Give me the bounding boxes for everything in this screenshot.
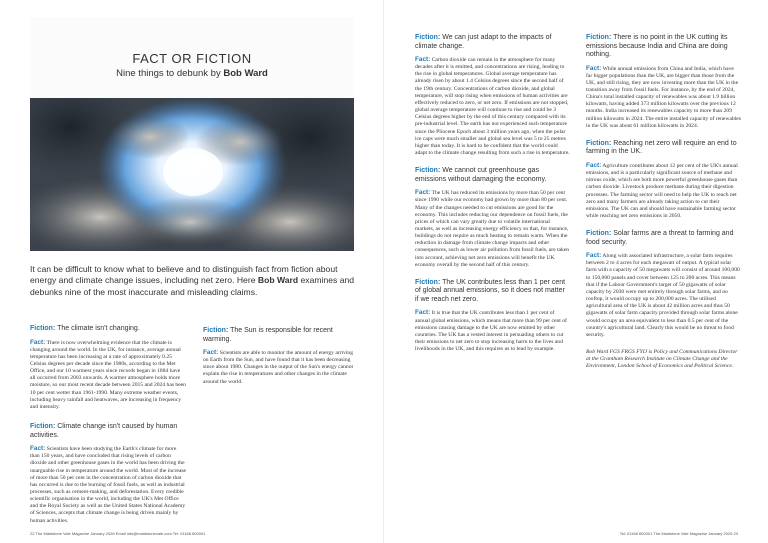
- article-title: FACT OR FICTION: [132, 51, 252, 66]
- fiction-heading-4: Fiction: We can just adapt to the impacts of climate change.: [415, 34, 552, 50]
- fiction-heading-3: Fiction: The Sun is responsible for recent warming.: [203, 327, 333, 343]
- fact-text-3: Fact: Scientists are able to monitor the amount of energy arriving on Earth from the Sun, and have found that it has been decreasing since about 1980. Changes in the output of the Sun's energy cannot explain the rise in temperatures and other changes in the climate around the world.: [203, 349, 354, 385]
- column-4: [586, 34, 741, 371]
- fiction-heading-7: Fiction: There is no point in the UK cutting its emissions because India and China are doing nothing.: [586, 34, 728, 58]
- fiction-heading-1: Fiction: The climate isn't changing.: [30, 325, 140, 332]
- fiction-heading-2: Fiction: Climate change isn't caused by human activities.: [30, 423, 178, 439]
- fact-text-7: Fact: While annual emissions from China and India, which have far bigger populations than the UK, are bigger than those from the UK, and still rising, they are now investing more than the UK in the transition away from fossil fuels. For instance, by the end of 2024, China's total installed capacity of renewables was about 1.9 billion kilowatts, having added 373 million kilowatts over the previous 12 months. India increased its renewables capacity to more than 209 million kilowatts in 2024. The entire installed capacity of renewables in the UK was about 61 million kilowatts in 2024.: [586, 64, 741, 129]
- fact-text-2a: Fact: Scientists have been studying the Earth's climate for more than 150 years, and have concluded that rising levels of carbon dioxide and other greenhouse gases in the world has been driving the unarguable rise in temperature around the world. Most of the increase of more than 50 per cent in the concentration of carbon dioxide that has occurred is due to the burning of fossil fuels, as well as industrial processes, such as cement-making, and deforestation. Every credible scientific organisation in the world, including the UK's Met Office and the Royal Society as well as the United States National Academy of Sciences, accepts that climate change is being driven mainly by human activities.: [30, 445, 187, 524]
- article-subtitle: Nine things to debunk by Bob Ward: [116, 68, 268, 79]
- fact-text-6: Fact: It is true that the UK contributes less than 1 per cent of annual global emissions, which means that more than 99 per cent of emissions causing damage to the UK are now emitted by other countries. The UK has a vested interest in persuading others to cut their emissions to net zero to stop increasing harm to the lives and livelihoods in the UK, and this requires us to lead by example.: [415, 309, 567, 353]
- author-name: Bob Ward: [223, 68, 268, 79]
- fact-text-1: Fact: There is now overwhelming evidence that the climate is changing around the world. In the UK, for instance, average annual temperature has been increasing at a rate of approximately 0.25 Celsius degrees per decade since the 1980s, according to the Met Office, and our 10 warmest years since records began in 1884 have all occurred from 2003 onwards. A warmer atmosphere holds more moisture, so our most recent decade between 2015 and 2024 has been 10 per cent wetter than 1961-1990. Many extreme weather events, including heavy rainfall and heatwaves, are increasing in frequency and intensity.: [30, 338, 186, 410]
- column-1: [30, 325, 187, 535]
- right-page: [384, 0, 768, 543]
- intro-paragraph: It can be difficult to know what to believe and to distinguish fact from fiction about energy and climate change issues, including net zero. Here Bob Ward examines and debunks nine of the most inaccurate and misleading claims.: [30, 264, 355, 297]
- fiction-heading-8: Fiction: Reaching net zero will require an end to farming in the UK.: [586, 139, 737, 156]
- footer-right: Tel: 01168 600001 The Maidstone Vale Magazine January 2026 23: [619, 531, 738, 536]
- fiction-heading-6: Fiction: The UK contributes less than 1 per cent of global annual emissions, so it does not matter if we reach net zero.: [415, 278, 566, 303]
- hero-image: [30, 17, 354, 251]
- intro-author: Bob Ward: [257, 275, 299, 286]
- fiction-heading-5: Fiction: We cannot cut greenhouse gas emissions without damaging the economy.: [415, 167, 547, 183]
- column-2: [203, 325, 358, 396]
- author-byline: Bob Ward FGS FRGS FYIJ is Policy and Communications Director at the Grantham Research Institute on Climate Change and the Environment, London School of Economics and Political Science.: [586, 349, 738, 370]
- fact-text-9: Fact: Along with associated infrastructure, a solar farm requires between 2 to 4 acres for each megawatt of output. A typical solar farm with a capacity of 50 megawatts will consist of around 100,000 to 150,000 panels and cover between 125 to 200 acres. This means that if the Labour Government's target of 50 gigawatts of solar capacity by 2030 were met entirely through solar farms, and no rooftop, it would occupy up to 200,000 acres. The utilised agricultural area of the UK is about 42 million acres and thus 50 gigawatts of solar farm capacity provided through solar farms alone would occupy an area equivalent to less than 0.5 per cent of the country's agricultural land. Clearly this would be no threat to food security.: [586, 252, 740, 338]
- column-3: [415, 34, 570, 363]
- fiction-heading-9: Fiction: Solar farms are a threat to farming and food security.: [586, 230, 734, 246]
- fact-text-4: Fact: Carbon dioxide can remain in the atmosphere for many decades after it is emitted, and concentrations are rising, leading to the rise in global temperatures. Global average temperature has already risen by about 1.4 Celsius degrees since the second half of the 19th century. Concentrations of carbon dioxide, and global temperature, will stop rising when emissions of human activities are effectively reduced to zero, or net zero. If emissions are not stopped, global average temperature will continue to rise and could be 3 Celsius degrees higher by the end of this century compared with its pre-industrial level. The earth has not experienced such temperature since the Pliocene Epoch about 3 million years ago, when the polar ice caps were much smaller and global sea level was 5 to 25 metres higher than today. It is hard to be confident that the world could adapt to the climate change resulting from such a rise in temperature.: [415, 56, 570, 157]
- fact-text-5: Fact: The UK has reduced its emissions by more than 50 per cent since 1990 while our economy had grown by more than 80 per cent. Many of the changes needed to cut emissions are good for the economy. This includes reducing our dependence on fossil fuels, the prices of which can vary greatly due to volatile international markets, as well as increasing energy efficiency so that, for instance, buildings do not require as much heating to remain warm. When the reduction in damage from climate change impacts and other consequences, such as lower air pollution from fossil fuels, are taken into account, achieving net zero emissions will benefit the UK economy overall by the second half of this century.: [415, 189, 570, 268]
- footer-left: 22 The Maidstone Vale Magazine January 2026 Email info@maidstonevale.com Tel: 01168 600001: [30, 531, 206, 536]
- fact-text-8: Fact: Agriculture contributes about 12 per cent of the UK's annual emissions, and is a particularly significant source of methane and nitrous oxide, which are both more powerful greenhouse gases than carbon dioxide. Livestock produce methane during their digestion processes. The farming sector will need to help the UK to reach net zero and many farmers are already taking action to cut their emissions. The UK can and should have sustainable farming sector while reaching net zero emissions in 2050.: [586, 161, 738, 219]
